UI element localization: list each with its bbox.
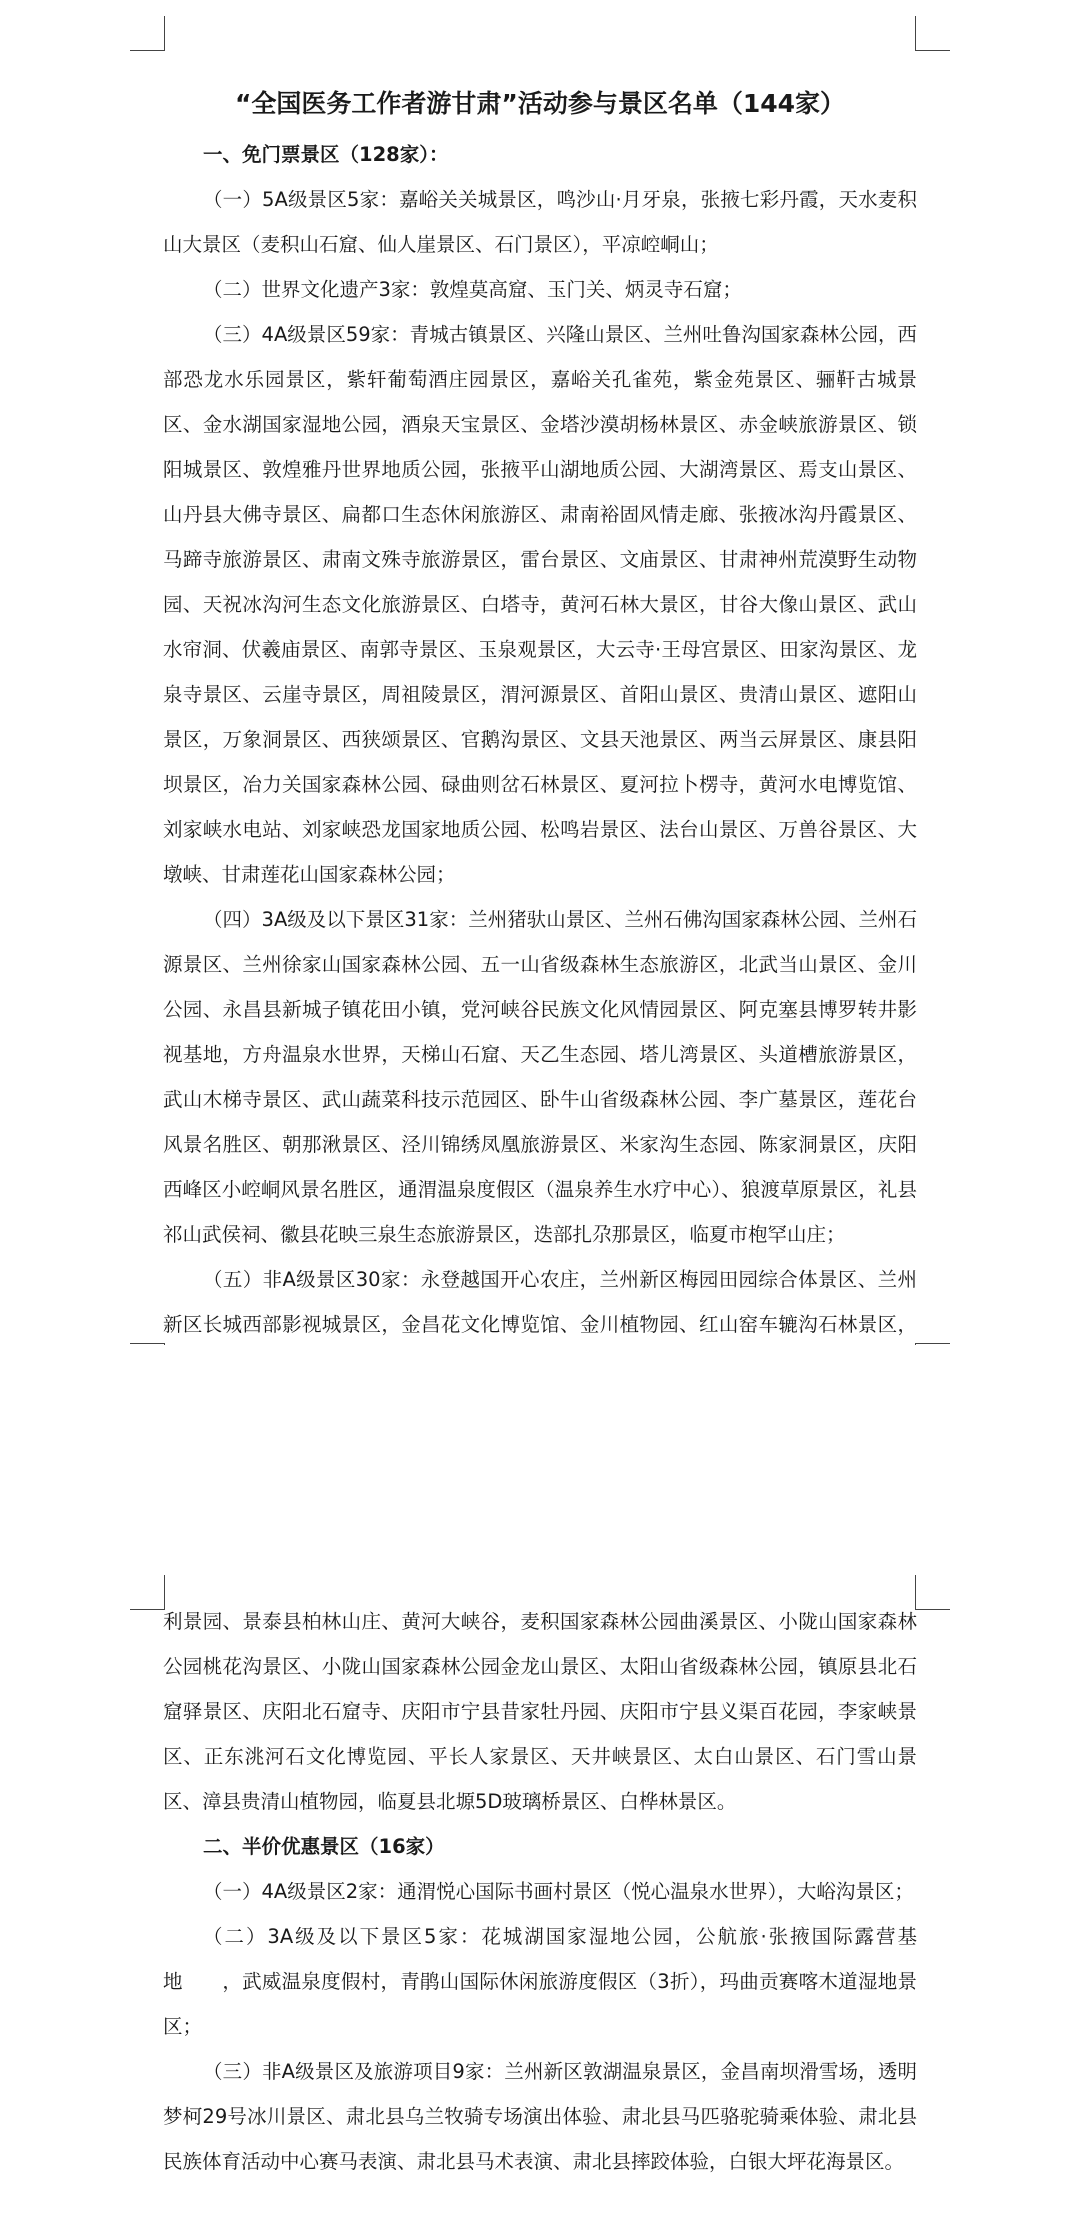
- section-2-paragraph-3a: （二）3A级及以下景区5家：花城湖国家湿地公园，公航旅·张掖国际露营基地 ，武威温泉度假村，青鹃山国际休闲旅游度假区（3折），玛曲贡赛喀木道湿地景区；: [163, 1925, 917, 2038]
- document-page-2: [0, 1575, 1080, 2230]
- section-1-heading: 一、免门票景区（128家）：: [203, 143, 449, 166]
- section-1-paragraph-non-a-part2: 利景园、景泰县柏林山庄、黄河大峡谷，麦积国家森林公园曲溪景区、小陇山国家森林公园桃花沟景区、小陇山国家森林公园金龙山景区、太阳山省级森林公园，镇原县北石窟驿景区、庆阳北石窟寺、庆阳市宁县昔家牡丹园、庆阳市宁县义渠百花园，李家峡景区、正东洮河石文化博览园、平长人家景区、天井峡景区、太白山景区、石门雪山景区、漳县贵清山植物园，临夏县北塬5D玻璃桥景区、白桦林景区。: [163, 1610, 917, 1813]
- section-1-paragraph-non-a-part1: （五）非A级景区30家：永登越国开心农庄，兰州新区梅园田园综合体景区、兰州新区长城西部影视城景区，金昌花文化博览馆、金川植物园、红山窑车辘沟石林景区，: [163, 1268, 917, 1336]
- crop-mark-top-right: [915, 1575, 950, 1610]
- section-1-paragraph-heritage: （二）世界文化遗产3家：敦煌莫高窟、玉门关、炳灵寺石窟；: [203, 278, 742, 301]
- section-2-heading: 二、半价优惠景区（16家）: [203, 1835, 445, 1858]
- section-1-paragraph-4a: （三）4A级景区59家：青城古镇景区、兴隆山景区、兰州吐鲁沟国家森林公园，西部恐龙水乐园景区，紫轩葡萄酒庄园景区，嘉峪关孔雀苑，紫金苑景区、骊靬古城景区、金水湖国家湿地公园，酒泉天宝景区、金塔沙漠胡杨林景区、赤金峡旅游景区、锁阳城景区、敦煌雅丹世界地质公园，张掖平山湖地质公园、大湖湾景区、焉支山景区、山丹县大佛寺景区、扁都口生态休闲旅游区、肃南裕固风情走廊、张掖冰沟丹霞景区、马蹄寺旅游景区、肃南文殊寺旅游景区，雷台景区、文庙景区、甘肃神州荒漠野生动物园、天祝冰沟河生态文化旅游景区、白塔寺，黄河石林大景区，甘谷大像山景区、武山水帘洞、伏羲庙景区、南郭寺景区、玉泉观景区，大云寺·王母宫景区、田家沟景区、龙泉寺景区、云崖寺景区，周祖陵景区，渭河源景区、首阳山景区、贵清山景区、遮阳山景区，万象洞景区、西狭颂景区、官鹅沟景区、文县天池景区、两当云屏景区、康县阳坝景区，冶力关国家森林公园、碌曲则岔石林景区、夏河拉卜楞寺，黄河水电博览馆、刘家峡水电站、刘家峡恐龙国家地质公园、松鸣岩景区、法台山景区、万兽谷景区、大墩峡、甘肃莲花山国家森林公园；: [163, 323, 917, 886]
- section-2-paragraph-non-a: （三）非A级景区及旅游项目9家：兰州新区敦湖温泉景区，金昌南坝滑雪场，透明梦柯29号冰川景区、肃北县乌兰牧骑专场演出体验、肃北县马匹骆驼骑乘体验、肃北县民族体育活动中心赛马表演、肃北县马术表演、肃北县摔跤体验，白银大坪花海景区。: [163, 2060, 917, 2173]
- document-title: “全国医务工作者游甘肃”活动参与景区名单（144家）: [234, 89, 846, 118]
- section-1-paragraph-3a: （四）3A级及以下景区31家：兰州猪驮山景区、兰州石佛沟国家森林公园、兰州石源景区、兰州徐家山国家森林公园、五一山省级森林生态旅游区，北武当山景区、金川公园、永昌县新城子镇花田小镇，党河峡谷民族文化风情园景区、阿克塞县博罗转井影视基地，方舟温泉水世界，天梯山石窟、天乙生态园、塔儿湾景区、头道槽旅游景区，武山木梯寺景区、武山蔬菜科技示范园区、卧牛山省级森林公园、李广墓景区，莲花台风景名胜区、朝那湫景区、泾川锦绣凤凰旅游景区、米家沟生态园、陈家洞景区，庆阳西峰区小崆峒风景名胜区，通渭温泉度假区（温泉养生水疗中心）、狼渡草原景区，礼县祁山武侯祠、徽县花映三泉生态旅游景区，迭部扎尕那景区，临夏市枹罕山庄；: [163, 908, 917, 1246]
- crop-mark-top-left: [130, 16, 165, 51]
- crop-mark-top-left: [130, 1575, 165, 1610]
- section-1-paragraph-5a: （一）5A级景区5家：嘉峪关关城景区，鸣沙山·月牙泉，张掖七彩丹霞，天水麦积山大景区（麦积山石窟、仙人崖景区、石门景区），平凉崆峒山；: [163, 188, 917, 256]
- page-1-content: [163, 84, 917, 1437]
- page-2-content: [163, 1599, 917, 2184]
- page-gap: [0, 1345, 1080, 1575]
- section-2-paragraph-4a: （一）4A级景区2家：通渭悦心国际书画村景区（悦心温泉水世界），大峪沟景区；: [203, 1880, 914, 1903]
- crop-mark-top-right: [915, 16, 950, 51]
